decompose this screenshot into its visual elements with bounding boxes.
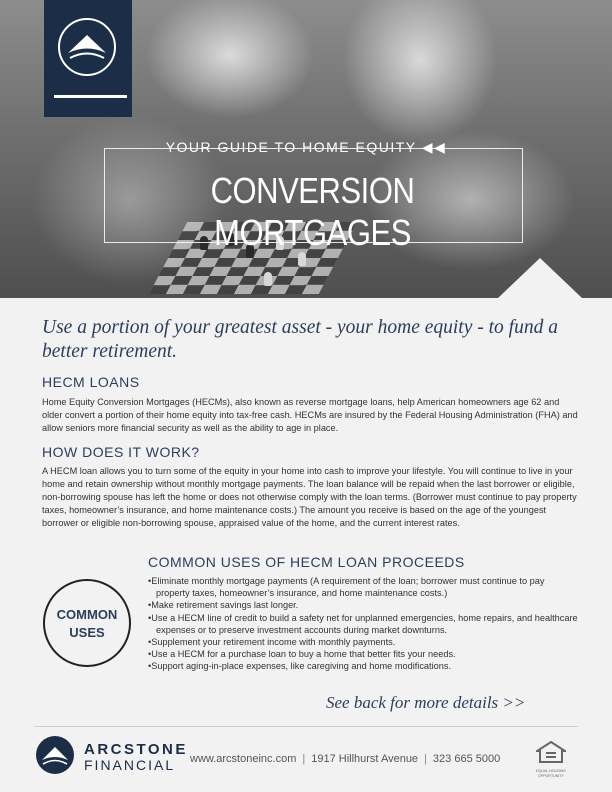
phone-link[interactable]: 323 665 5000 bbox=[432, 753, 501, 765]
footer-divider bbox=[34, 726, 578, 727]
list-item: • Eliminate monthly mortgage payments (A requirement of the loan; borrower must continue to pay property taxes, homeowner’s insurance, and home maintenance costs.) bbox=[148, 575, 580, 599]
common-uses-badge bbox=[43, 579, 131, 667]
website-link[interactable]: www.arcstoneinc.com bbox=[190, 753, 297, 765]
logo-panel bbox=[44, 0, 132, 117]
how-it-works-body: A HECM loan allows you to turn some of the equity in your home into cash to improve your lifestyle. You will continue to live in your home and retain ownership without monthly mortgage payments. The loan balance will be repaid when the last borrower or eligible, non-borrowing spouse has left the home or does not otherwise comply with the loan terms. (Borrower must continue to pay property taxes, homeowner’s insurance, and home maintenance costs.) The amount you receive is based on the age of the youngest borrower or eligible non-borrowing spouse, appraised value of the home, and the current interest rates. bbox=[42, 466, 577, 528]
hecm-loans-body: Home Equity Conversion Mortgages (HECMs), also known as reverse mortgage loans, help American homeowners age 62 and older convert a portion of their home equity into tax-free cash. HECMs are insured by the Federal Housing Administration (FHA) and allow seniors more financial security as well as the ability to age in place. bbox=[42, 397, 578, 433]
chess-piece bbox=[264, 272, 272, 286]
how-it-works-heading: HOW DOES IT WORK? bbox=[42, 444, 200, 460]
list-item: • Supplement your retirement income with monthly payments. bbox=[148, 636, 580, 648]
hero-kicker bbox=[0, 139, 612, 156]
equal-housing-icon bbox=[536, 741, 566, 763]
logo-underline bbox=[54, 95, 127, 98]
list-item: • Use a HECM for a purchase loan to buy a home that better fits your needs. bbox=[148, 648, 580, 660]
arcstone-logo-icon bbox=[58, 18, 116, 76]
common-uses-list bbox=[148, 575, 580, 673]
hero-headline: CONVERSION MORTGAGES bbox=[210, 170, 415, 253]
chess-piece bbox=[298, 252, 306, 266]
badge-line-1: COMMON bbox=[56, 607, 118, 622]
address-text: 1917 Hillhurst Avenue bbox=[311, 753, 419, 765]
brand-subname: FINANCIAL bbox=[84, 757, 176, 773]
double-left-arrow-icon: ◀◀ bbox=[421, 139, 447, 155]
common-uses-heading: COMMON USES OF HECM LOAN PROCEEDS bbox=[148, 554, 465, 570]
tagline: Use a portion of your greatest asset - your home equity - to fund a better retirement. bbox=[42, 317, 558, 362]
arcstone-footer-logo-icon bbox=[36, 736, 74, 774]
list-item: • Make retirement savings last longer. bbox=[148, 599, 580, 611]
list-item: • Use a HECM line of credit to build a safety net for unplanned emergencies, home repairs, and healthcare expenses or to preserve investment accounts during market downturns. bbox=[148, 612, 580, 636]
badge-line-2: USES bbox=[69, 625, 105, 640]
separator: | bbox=[302, 753, 306, 765]
section-notch bbox=[498, 258, 582, 298]
eho-line-2: OPPORTUNITY bbox=[538, 774, 564, 778]
hero-kicker-text: YOUR GUIDE TO HOME EQUITY bbox=[165, 139, 417, 155]
eho-line-1: EQUAL HOUSING bbox=[536, 769, 566, 773]
see-back-link[interactable]: See back for more details >> bbox=[326, 693, 526, 712]
hecm-loans-heading: HECM LOANS bbox=[42, 374, 140, 390]
brand-name: ARCSTONE bbox=[84, 741, 188, 758]
separator: | bbox=[424, 753, 427, 765]
list-item: • Support aging-in-place expenses, like caregiving and home modifications. bbox=[148, 660, 580, 672]
equal-housing-logo bbox=[531, 741, 571, 778]
footer-contact bbox=[190, 753, 500, 765]
hero-photo bbox=[0, 0, 612, 298]
